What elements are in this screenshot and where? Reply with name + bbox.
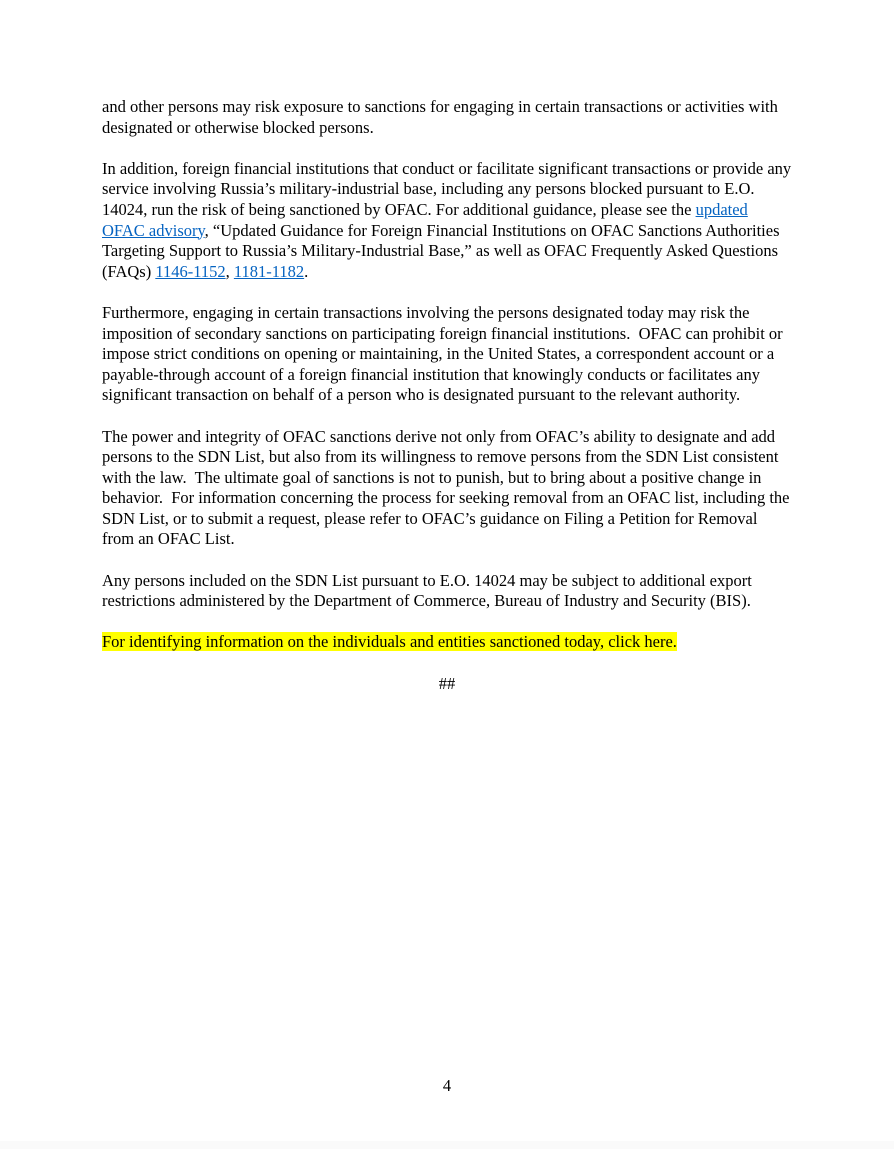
inline-link[interactable]: updated OFAC advisory (102, 199, 748, 240)
paragraph (102, 427, 792, 551)
text-run: , (225, 261, 234, 281)
page-bottom-edge (0, 1141, 894, 1149)
paragraph (102, 97, 792, 138)
paragraph (102, 303, 792, 406)
text-run: In addition, foreign financial institutions that conduct or facilitate significant transactions or provide any service involving Russia’s military-industrial base, including any persons blocked pursuant to E.O. 14024, run the risk of being sanctioned by OFAC. For additional guidance, please see the (102, 158, 792, 219)
inline-link[interactable]: 1146-1152 (155, 261, 226, 281)
end-marker (102, 674, 792, 695)
paragraph (102, 159, 792, 283)
page-number: 4 (442, 1076, 452, 1095)
highlighted-text: For identifying information on the individuals and entities sanctioned today, click here. (102, 632, 677, 652)
text-run: The power and integrity of OFAC sanctions derive not only from OFAC’s ability to designate and add persons to the SDN List, but also from its willingness to remove persons from the SDN List consistent with the law. The ultimate goal of sanctions is not to punish, but to bring about a positive change in behavior. For information concerning the process for seeking removal from an OFAC list, including the SDN List, or to submit a request, please refer to OFAC’s guidance on Filing a Petition for Removal from an OFAC List. (102, 426, 790, 549)
text-run: . (304, 261, 309, 281)
document-body (102, 97, 792, 715)
text-run: , “Updated Guidance for Foreign Financial Institutions on OFAC Sanctions Authorities Targeting Support to Russia’s Military-Industrial Base,” as well as OFAC Frequently Asked Questions (FAQs) (102, 220, 780, 281)
highlighted-paragraph (102, 632, 792, 653)
text-run: and other persons may risk exposure to sanctions for engaging in certain transactions or activities with designated or otherwise blocked persons. (102, 97, 778, 137)
paragraph (102, 571, 792, 612)
text-run: Furthermore, engaging in certain transactions involving the persons designated today may risk the imposition of secondary sanctions on participating foreign financial institutions. OFAC can prohibit or impose strict conditions on opening or maintaining, in the United States, a correspondent account or a payable-through account of a foreign financial institution that knowingly conducts or facilitates any significant transaction on behalf of a person who is designated pursuant to the relevant authority. (102, 302, 783, 405)
text-run: Any persons included on the SDN List pursuant to E.O. 14024 may be subject to additional export restrictions administered by the Department of Commerce, Bureau of Industry and Security (BIS). (102, 570, 752, 611)
inline-link[interactable]: 1181-1182 (233, 261, 305, 281)
text-run: ## (438, 673, 456, 693)
